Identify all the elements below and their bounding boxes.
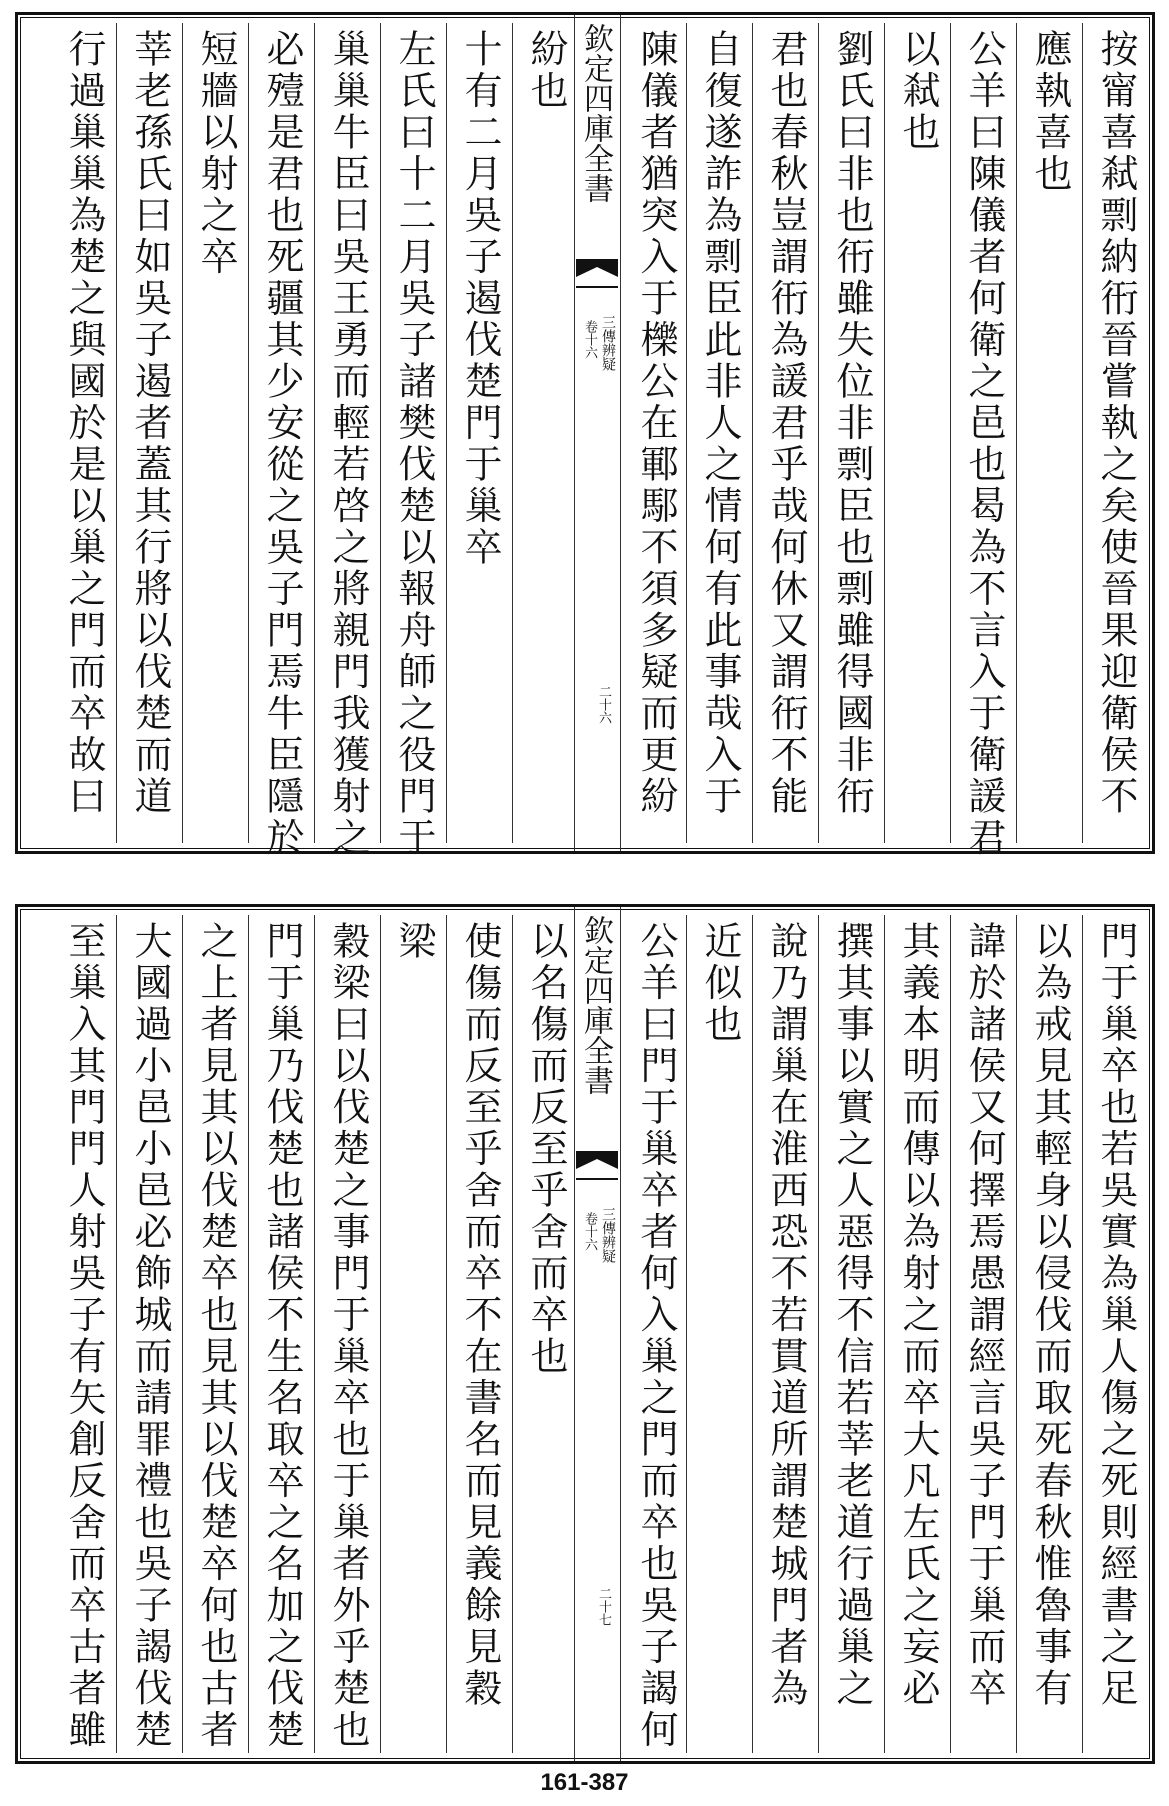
column-rule (950, 915, 951, 1753)
text-column: 梁 (392, 921, 436, 963)
text-column: 左氏曰十二月吳子諸樊伐楚以報舟師之役門于 (392, 29, 436, 859)
column-rule (950, 23, 951, 843)
text-column: 穀梁曰以伐楚之事門于巢卒也于巢者外乎楚也 (326, 921, 370, 1751)
column-rule (182, 23, 183, 843)
column-rule (818, 915, 819, 1753)
column-rule (884, 915, 885, 1753)
text-column: 大國過小邑小邑必飾城而請罪禮也吳子謁伐楚 (128, 921, 172, 1751)
column-rule (116, 23, 117, 843)
text-column: 公羊曰陳儀者何衛之邑也曷為不言入于衛諼君 (962, 29, 1006, 859)
column-rule (248, 23, 249, 843)
text-column: 按甯喜弒剽納衎晉嘗執之矣使晉果迎衛侯不 (1094, 29, 1138, 818)
column-rule (314, 915, 315, 1753)
column-rule (818, 23, 819, 843)
column-rule (248, 915, 249, 1753)
top-page-panel (15, 12, 1155, 859)
text-column: 諱於諸侯又何擇焉愚謂經言吳子門于巢而卒 (962, 921, 1006, 1710)
text-column: 劉氏曰非也衎雖失位非剽臣也剽雖得國非衎 (830, 29, 874, 818)
column-rule (1016, 23, 1017, 843)
column-rule (314, 23, 315, 843)
folio-number: 二十六 (596, 685, 611, 724)
fish-tail-ornament (576, 1151, 618, 1191)
text-column: 以為戒見其輕身以侵伐而取死春秋惟魯事有 (1028, 921, 1072, 1710)
text-column: 以名傷而反至乎舍而卒也 (524, 921, 568, 1378)
text-column: 巢巢牛臣曰吳王勇而輕若啓之將親門我獲射之 (326, 29, 370, 859)
column-rule (380, 23, 381, 843)
text-column: 近似也 (698, 921, 742, 1046)
text-column: 短牆以射之卒 (194, 29, 238, 278)
text-column: 行過巢巢為楚之與國於是以巢之門而卒故曰 (62, 29, 106, 818)
column-rule (380, 915, 381, 1753)
page-number: 161-387 (540, 1769, 629, 1796)
center-strip (574, 15, 620, 851)
column-rule (752, 915, 753, 1753)
text-column: 君也春秋豈謂衎為諼君乎哉何休又謂衎不能 (764, 29, 808, 818)
column-rule (182, 915, 183, 1753)
column-rule (1016, 915, 1017, 1753)
column-rule (1082, 915, 1083, 1753)
column-rule (1082, 23, 1083, 843)
column-rule (620, 15, 621, 851)
text-column: 自復遂詐為剽臣此非人之情何有此事哉入于 (698, 29, 742, 818)
collection-title: 欽定四庫全書 (578, 23, 613, 203)
book-title: 三傳辨疑 (600, 1207, 616, 1263)
text-column: 十有二月吳子遏伐楚門于巢卒 (458, 29, 502, 569)
text-column: 其義本明而傳以為射之而卒大凡左氏之妄必 (896, 921, 940, 1710)
column-rule (512, 915, 513, 1753)
juan-number: 卷十六 (582, 1212, 597, 1251)
center-strip (574, 907, 620, 1761)
column-rule (884, 23, 885, 843)
book-title: 三傳辨疑 (600, 315, 616, 371)
text-column: 撰其事以實之人惡得不信若莘老道行過巢之 (830, 921, 874, 1710)
column-rule (446, 23, 447, 843)
folio-number: 二十七 (596, 1587, 611, 1626)
text-column: 以弒也 (896, 29, 940, 154)
text-column: 必殪是君也死疆其少安從之吳子門焉牛臣隱於 (260, 29, 304, 859)
text-column: 莘老孫氏曰如吳子遏者蓋其行將以伐楚而道 (128, 29, 172, 818)
column-rule (116, 915, 117, 1753)
text-column: 之上者見其以伐楚卒也見其以伐楚卒何也古者 (194, 921, 238, 1751)
text-column: 公羊曰門于巢卒者何入巢之門而卒也吳子謁何 (634, 921, 678, 1751)
text-column: 門于巢乃伐楚也諸侯不生名取卒之名加之伐楚 (260, 921, 304, 1751)
text-column: 陳儀者猶突入于櫟公在鄆䣕不須多疑而更紛 (634, 29, 678, 818)
text-column: 門于巢卒也若吳實為巢人傷之死則經書之足 (1094, 921, 1138, 1710)
column-rule (446, 915, 447, 1753)
column-rule (620, 907, 621, 1761)
text-column: 使傷而反至乎舍而卒不在書名而見義餘見穀 (458, 921, 502, 1710)
column-rule (512, 23, 513, 843)
column-rule (752, 23, 753, 843)
bottom-page-panel (15, 904, 1155, 1764)
juan-number: 卷十六 (582, 320, 597, 359)
column-rule (574, 15, 575, 851)
text-column: 至巢入其門門人射吳子有矢創反舍而卒古者雖 (62, 921, 106, 1751)
text-column: 應執喜也 (1028, 29, 1072, 195)
fish-tail-ornament (576, 259, 618, 299)
text-column: 說乃謂巢在淮西恐不若貫道所謂楚城門者為 (764, 921, 808, 1710)
text-column: 紛也 (524, 29, 568, 112)
collection-title: 欽定四庫全書 (578, 915, 613, 1095)
